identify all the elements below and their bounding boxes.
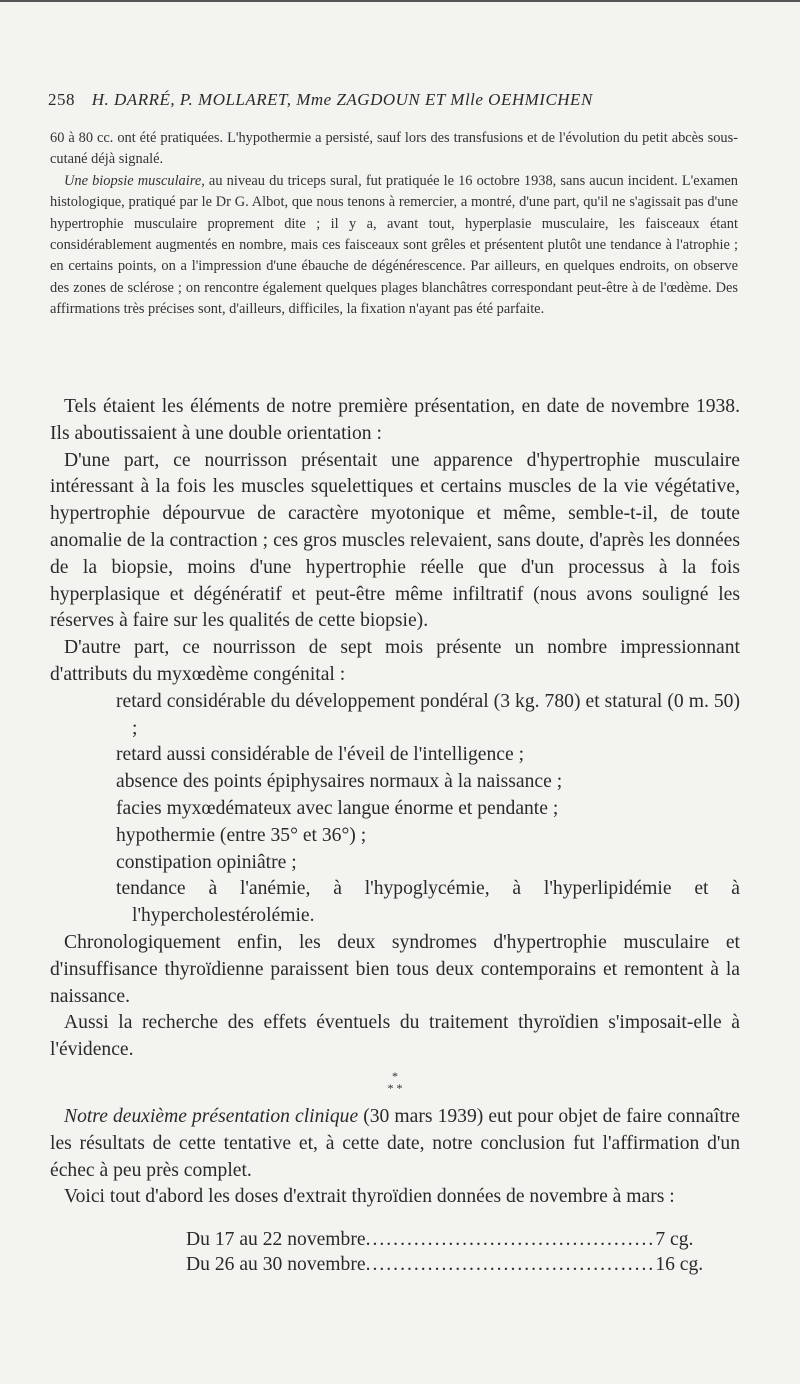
paragraph-5: Aussi la recherche des effets éventuels du traitement thyroïdien s'imposait-elle à l'évidence.	[50, 1012, 740, 1061]
dot-leader: ..........................................	[365, 1254, 656, 1276]
list-item: constipation opiniâtre ;	[116, 851, 297, 873]
asterisk-bottom: * *	[387, 1080, 403, 1095]
paragraph-2: D'une part, ce nourrisson présentait une apparence d'hypertrophie musculaire intéressant à la fois les muscles squelettiques et certains muscles de la vie végétative, hypertrophie dépourvue de caractère myotonique et même, semble-t-il, de toute anomalie de la contraction ; ces gros muscles relevaient, sans doute, d'après les données de la biopsie, moins d'une hypertrophie réelle que d'un processus à la fois hyperplasique et dégénératif et peut-être même infiltratif (nous avons souligné les réserves à faire sur les qualités de cette biopsie).	[50, 449, 740, 632]
dose-period: Du 17 au 22 novembre	[186, 1229, 366, 1251]
dose-row	[186, 1252, 704, 1277]
dose-value: 16 cg.	[655, 1254, 704, 1276]
running-header	[48, 90, 748, 110]
section-separator	[50, 1070, 740, 1094]
paragraph-6	[50, 1104, 740, 1184]
symptom-list	[50, 689, 740, 930]
small-paragraph-2	[50, 171, 738, 321]
second-presentation-heading: Notre deuxième présentation clinique	[64, 1105, 359, 1127]
dose-value: 7 cg.	[655, 1229, 694, 1251]
top-rule	[0, 0, 800, 2]
small-print-section	[50, 128, 738, 321]
dose-period: Du 26 au 30 novembre	[186, 1254, 366, 1276]
dot-leader: ..........................................	[365, 1229, 656, 1251]
paragraph-7: Voici tout d'abord les doses d'extrait thyroïdien données de novembre à mars :	[64, 1186, 675, 1208]
list-item: tendance à l'anémie, à l'hypoglycémie, à l'hyperlipidémie et à l'hypercholestérolémie.	[116, 878, 740, 927]
dose-row	[186, 1227, 694, 1252]
paragraph-4: Chronologiquement enfin, les deux syndromes d'hypertrophie musculaire et d'insuffisance thyroïdienne paraissent bien tous deux contemporains et remontent à la naissance.	[50, 931, 740, 1007]
biopsy-text: au niveau du triceps sural, fut pratiquée le 16 octobre 1938, sans aucun incident. L'examen histologique, pratiqué par le Dr G. Albot, que nous tenons à remercier, a montré, d'une part, qu'il ne s'agissait pas d'une hypertrophie musculaire proprement dite ; il y a, avant tout, hyperplasie musculaire, les faisceaux étant considérablement augmentés en nombre, mais ces faisceaux sont grêles et présentent plutôt une tendance à l'atrophie ; en certains points, on a l'impression d'une ébauche de dégénérescence. Par ailleurs, en quelques endroits, on observe des zones de sclérose ; on rencontre également quelques plages blanchâtres correspondant peut-être à de l'œdème. Des affirmations très précises sont, d'ailleurs, difficiles, la fixation n'ayant pas été parfaite.	[50, 172, 738, 318]
paragraph-1: Tels étaient les éléments de notre première présentation, en date de novembre 1938. Ils aboutissaient à une double orientation :	[50, 396, 740, 444]
asterisk-top: *	[392, 1068, 398, 1083]
paragraph-3: D'autre part, ce nourrisson de sept mois présente un nombre impressionnant d'attributs du myxœdème congénital :	[50, 637, 740, 685]
small-paragraph-1: 60 à 80 cc. ont été pratiquées. L'hypothermie a persisté, sauf lors des transfusions et de l'évolution du petit abcès sous-cutané déjà signalé.	[50, 130, 738, 168]
main-text	[50, 394, 740, 1277]
biopsy-heading: Une biopsie musculaire,	[64, 172, 205, 189]
page-number: 258	[48, 90, 75, 109]
list-item: absence des points épiphysaires normaux à la naissance ;	[116, 771, 563, 793]
list-item: retard considérable du développement pondéral (3 kg. 780) et statural (0 m. 50) ;	[116, 690, 740, 739]
list-item: retard aussi considérable de l'éveil de l'intelligence ;	[116, 744, 525, 766]
second-presentation-text: (30 mars 1939) eut pour objet de faire connaître les résultats de cette tentative et, à cette date, notre conclusion fut l'affirmation d'un échec à peu près complet.	[50, 1105, 740, 1181]
list-item: facies myxœdémateux avec langue énorme et pendante ;	[116, 797, 559, 819]
header-authors: H. DARRÉ, P. MOLLARET, Mme ZAGDOUN ET Mlle OEHMICHEN	[91, 90, 593, 109]
list-item: hypothermie (entre 35° et 36°) ;	[116, 824, 367, 846]
